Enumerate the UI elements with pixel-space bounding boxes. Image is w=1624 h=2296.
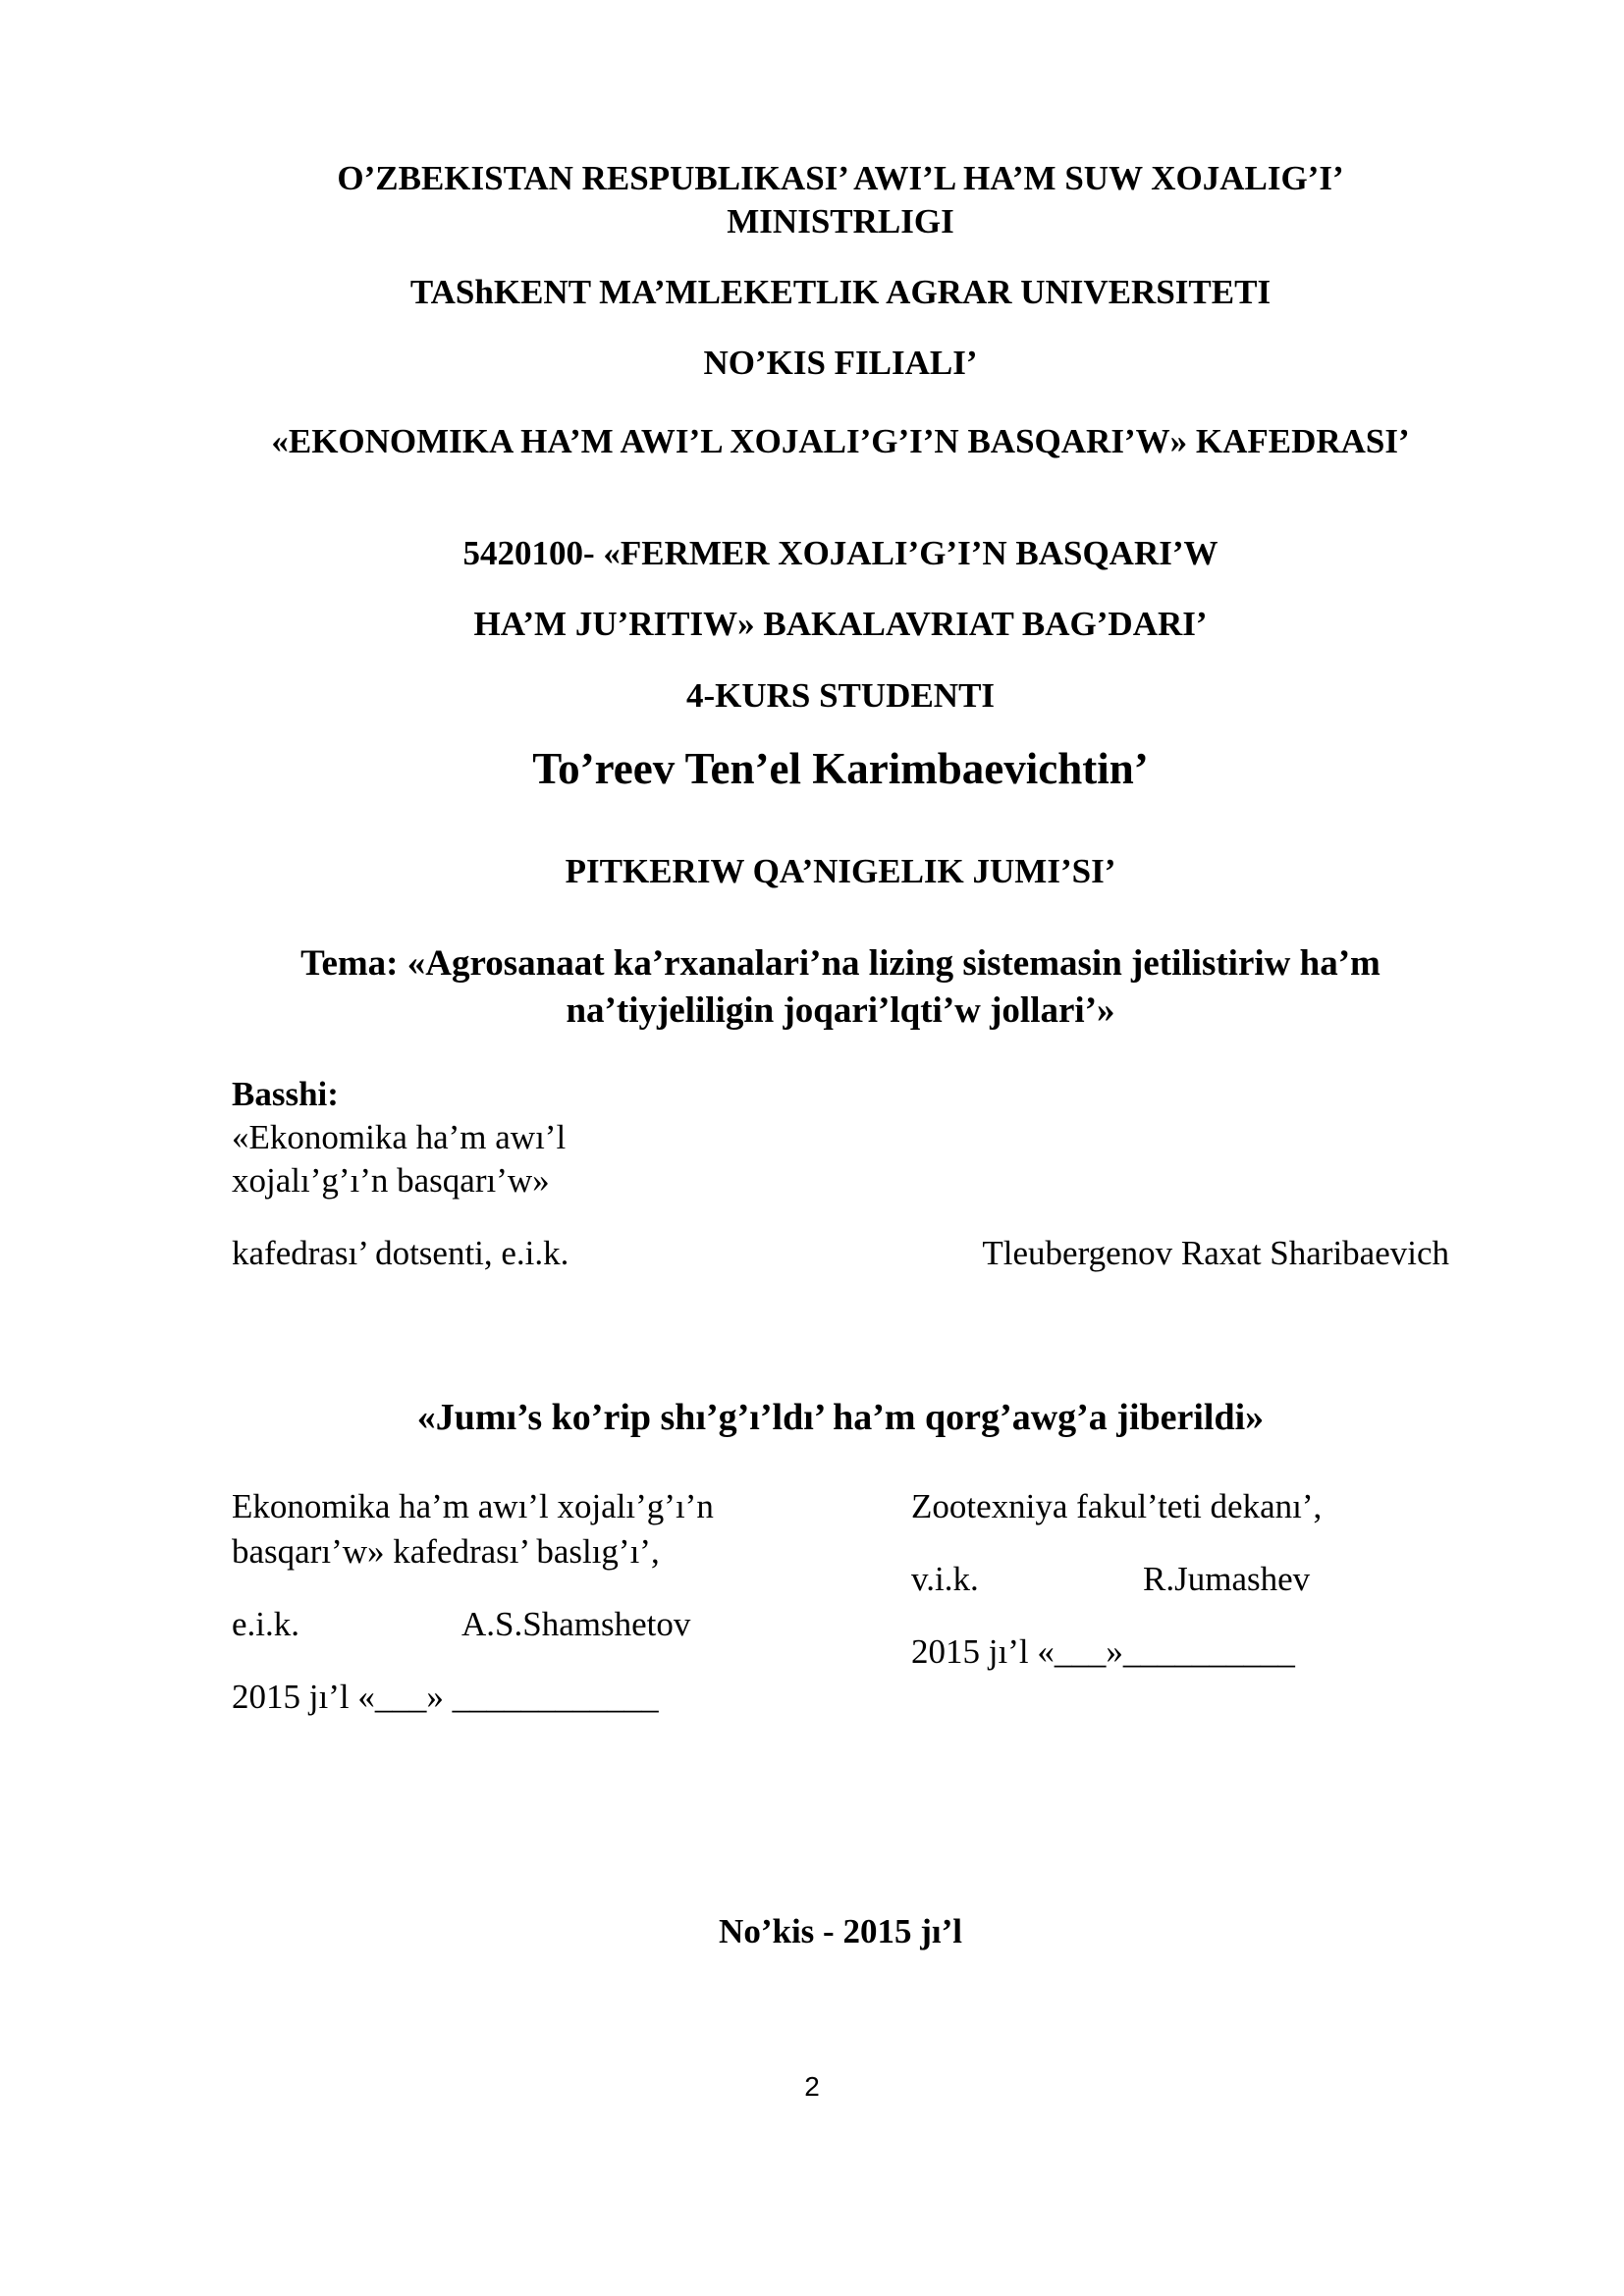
right-sign-line-1: Zootexniya fakul’teti dekanı’, <box>911 1487 1323 1525</box>
department-heading: «EKONOMIKA HA’M AWI’L XOJALI’G’I’N BASQARI’W» KAFEDRASI’ <box>271 422 1410 460</box>
right-sign-degree: v.i.k. <box>911 1560 979 1598</box>
ministry-heading: O’ZBEKISTAN RESPUBLIKASI’ AWI’L HA’M SUW XOJALIG’I’ MINISTRLIGI <box>337 159 1344 240</box>
page-number: 2 <box>804 2071 820 2102</box>
work-type-heading: PITKERIW QA’NIGELIK JUMI’SI’ <box>565 852 1116 890</box>
branch-heading: NO’KIS FILIALI’ <box>703 344 978 382</box>
student-name: To’reev Ten’el Karimbaevichtin’ <box>532 744 1149 793</box>
course-heading: 4-KURS STUDENTI <box>685 676 996 715</box>
left-sign-degree: e.i.k. <box>232 1605 300 1643</box>
right-sign-date: 2015 jı’l «___»__________ <box>911 1632 1295 1671</box>
supervisor-dept-line-1: «Ekonomika ha’m awı’l <box>232 1118 567 1156</box>
thesis-theme: Tema: «Agrosanaat ka’rxanalari’na lizing sistemasin jetilistiriw ha’m na’tiyjeliligin joqari’lqti’w jollari’» <box>300 943 1380 1031</box>
right-sign-name: R.Jumashev <box>1143 1560 1311 1598</box>
supervisor-dept-line-2: xojalı’g’ı’n basqarı’w» <box>232 1161 550 1200</box>
program-line-2: HA’M JU’RITIW» BAKALAVRIAT BAG’DARI’ <box>473 605 1208 643</box>
supervisor-heading: Basshi: <box>232 1075 339 1113</box>
university-heading: TAShKENT MA’MLEKETLIK AGRAR UNIVERSITETI <box>409 273 1272 311</box>
left-sign-name: A.S.Shamshetov <box>461 1605 691 1643</box>
program-line-1: 5420100- «FERMER XOJALI’G’I’N BASQARI’W <box>462 534 1218 572</box>
left-sign-line-1: Ekonomika ha’m awı’l xojalı’g’ı’n <box>232 1487 714 1525</box>
left-sign-line-2: basqarı’w» kafedrası’ baslıg’ı’, <box>232 1532 660 1571</box>
approval-heading: «Jumı’s ko’rip shı’g’ı’ldı’ ha’m qorg’awg’a jiberildi» <box>416 1397 1265 1438</box>
supervisor-position: kafedrası’ dotsenti, e.i.k. <box>232 1234 569 1272</box>
supervisor-name: Tleubergenov Raxat Sharibaevich <box>982 1234 1449 1272</box>
left-sign-date: 2015 jı’l «___» ____________ <box>232 1678 659 1716</box>
place-year-footer: No’kis - 2015 jı’l <box>719 1912 962 1950</box>
